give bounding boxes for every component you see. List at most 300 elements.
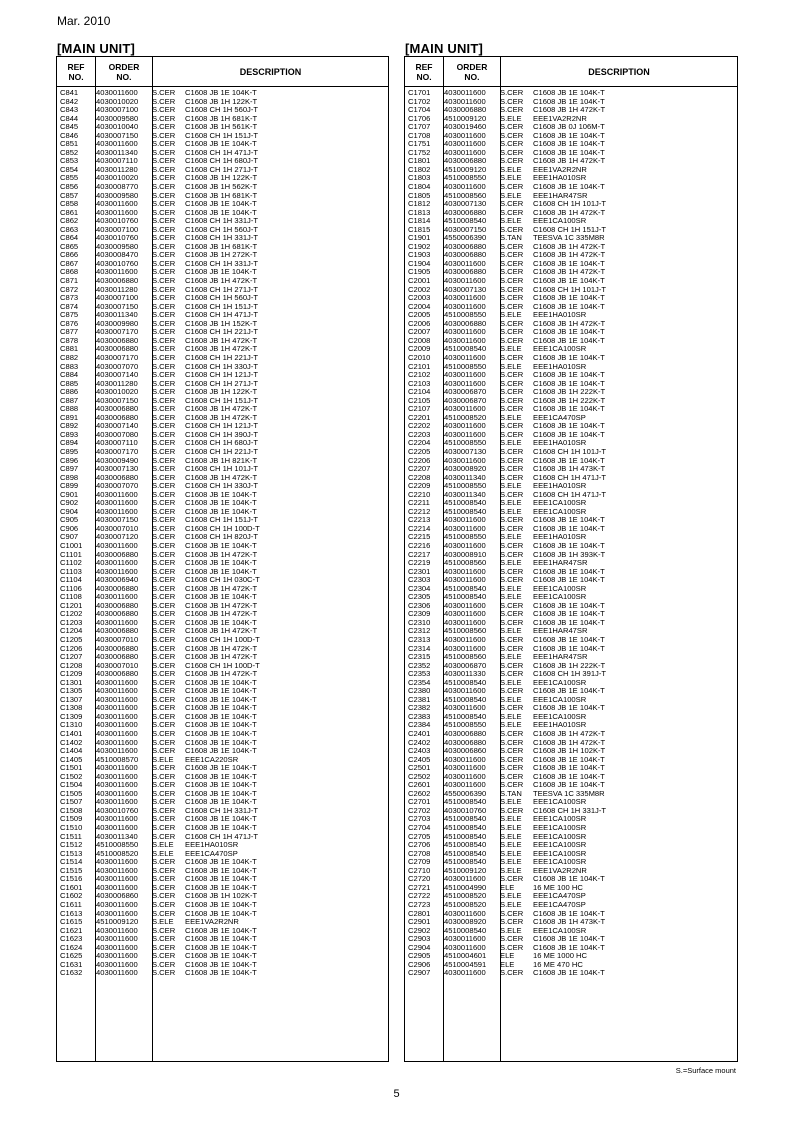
description-cell: C1608 CH 1H 560J-T [185,224,259,234]
description-cell: C1608 CH 1H 151J-T [185,301,259,311]
description-cell: EEE1HA010SR [533,532,587,542]
order-no-cell: 4030011600 [444,404,486,414]
type-cell: S.ELE [500,899,522,909]
order-no-cell: 4030006870 [444,387,487,397]
type-cell: S.CER [152,763,176,773]
type-cell: S.CER [500,643,524,653]
order-no-cell: 4030011600 [444,686,486,696]
order-no-cell: 4030007170 [96,446,139,456]
order-no-cell: 4030006880 [96,583,139,593]
ref-no-cell: C2201 [408,412,431,422]
description-cell: C1608 CH 1H 100D-T [185,635,260,644]
order-no-cell: 4030011600 [96,617,138,627]
ref-no-cell: C1751 [408,139,431,149]
description-cell: EEE1CA220SR [185,754,239,764]
type-cell: S.ELE [500,481,522,491]
type-cell: S.CER [152,105,176,115]
type-cell: S.CER [152,361,176,371]
type-cell: S.CER [152,207,176,217]
type-cell: S.CER [152,182,176,192]
ref-no-cell: C2709 [408,857,431,867]
type-cell: S.CER [152,814,176,824]
description-cell: C1608 JB 1E 104K-T [185,498,257,508]
type-cell: S.ELE [500,694,522,704]
type-cell: S.CER [500,549,524,559]
ref-no-cell: C2801 [408,908,431,918]
type-cell: S.ELE [500,498,522,508]
type-cell: S.CER [500,703,524,713]
description-cell: EEE1HA010SR [533,361,587,371]
order-no-cell: 4030006870 [444,395,487,405]
order-no-cell: 4030010760 [96,258,139,268]
ref-no-cell: C905 [60,515,79,525]
type-cell: S.CER [500,780,524,790]
order-no-header: ORDER NO. [444,57,501,86]
ref-no-cell: C1505 [60,788,83,798]
order-no-cell: 4030011600 [96,592,138,602]
description-cell: C1608 JB 1E 104K-T [185,489,257,499]
type-cell: S.CER [500,352,524,362]
ref-no-cell: C885 [60,378,79,388]
description-cell: C1608 JB 1E 104K-T [185,899,257,909]
type-cell: S.CER [500,472,524,482]
description-cell: C1608 JB 1E 104K-T [533,908,605,918]
order-no-cell: 4030011280 [96,378,138,388]
order-no-cell: 4030011600 [96,925,138,935]
order-no-cell: 4030011600 [96,199,138,209]
type-cell: S.ELE [152,917,174,927]
order-no-cell: 4030011600 [96,139,138,149]
description-cell: C1608 CH 1H 151J-T [185,130,259,140]
description-cell: EEE1CA100SR [533,506,587,516]
ref-no-cell: C2706 [408,840,431,850]
ref-no-cell: C2901 [408,917,431,927]
ref-no-cell: C2210 [408,489,431,499]
type-cell: S.ELE [500,814,522,824]
description-cell: C1608 JB 1E 104K-T [533,686,605,696]
order-no-cell: 4030006880 [96,600,139,610]
order-no-cell: 4030011600 [444,908,486,918]
description-cell: C1608 JB 1H 681K-T [185,241,258,251]
ref-no-cell: C2306 [408,600,431,610]
order-no-cell: 4030007070 [96,481,139,491]
order-no-cell: 4030011600 [444,771,486,781]
order-no-cell: 4510008540 [444,694,487,704]
ref-no-cell: C1701 [408,88,431,97]
ref-no-cell: C1615 [60,917,83,927]
ref-no-cell: C868 [60,267,79,277]
type-cell: S.CER [152,241,176,251]
description-cell: C1608 JB 1E 104K-T [533,575,605,585]
type-cell: S.CER [500,429,524,439]
order-no-cell: 4030007170 [96,327,139,337]
order-no-cell: 4030006880 [96,549,139,559]
type-cell: S.CER [500,566,524,576]
ref-no-cell: C863 [60,224,79,234]
ref-no-cell: C1514 [60,857,83,867]
type-cell: S.CER [500,968,524,978]
order-no-cell: 4030006880 [96,404,139,414]
type-cell: S.CER [152,318,176,328]
table-row [405,969,737,978]
order-no-cell: 4030011600 [444,515,486,525]
order-no-cell: 4030007130 [444,199,487,209]
description-cell: C1608 JB 1E 104K-T [533,566,605,576]
order-no-cell: 4510008540 [444,848,487,858]
ref-no-cell: C2382 [408,703,431,713]
description-cell: C1608 JB 1E 104K-T [533,404,605,414]
description-cell: EEE1CA100SR [533,592,587,602]
description-cell: C1608 JB 1E 104K-T [533,352,605,362]
order-no-header: ORDER NO. [96,57,153,86]
order-no-cell: 4030007010 [96,523,139,533]
type-cell: S.CER [500,156,524,166]
ref-no-cell: C1904 [408,258,431,268]
order-no-cell: 4030007150 [96,395,139,405]
description-cell: C1608 JB 1H 472K-T [533,241,606,251]
description-cell: C1608 JB 1E 104K-T [185,729,257,739]
description-cell: C1608 JB 1E 104K-T [533,942,605,952]
description-cell: C1608 JB 1E 104K-T [533,643,605,653]
type-cell: S.ELE [152,848,174,858]
order-no-cell: 4030011600 [444,754,486,764]
description-cell: C1608 JB 1H 122K-T [185,173,258,183]
description-cell: C1608 JB 1E 104K-T [533,763,605,773]
ref-no-cell: C1502 [60,771,83,781]
ref-no-cell: C2723 [408,899,431,909]
description-cell: C1608 JB 1H 472K-T [185,335,258,345]
ref-no-cell: C1815 [408,224,431,234]
order-no-cell: 4030011600 [444,335,486,345]
description-cell: C1608 CH 1H 331J-T [185,233,259,243]
description-cell: C1608 CH 1H 330J-T [185,361,259,371]
description-cell: C1608 JB 1E 104K-T [185,267,257,277]
ref-no-cell: C2219 [408,558,431,568]
type-cell: S.CER [500,370,524,380]
description-cell: C1608 JB 1E 104K-T [185,780,257,790]
order-no-cell: 4030010760 [444,805,487,815]
description-cell: C1608 JB 1H 272K-T [185,250,258,260]
order-no-cell: 4030009980 [96,318,139,328]
order-no-cell: 4030011600 [444,327,486,337]
ref-no-cell: C2006 [408,318,431,328]
ref-no-cell: C896 [60,455,79,465]
ref-no-cell: C1805 [408,190,431,200]
order-no-cell: 4030011600 [96,788,138,798]
ref-no-cell: C866 [60,250,79,260]
ref-no-cell: C1812 [408,199,431,209]
description-cell: EEE1HAR47SR [533,626,588,636]
ref-no-cell: C1707 [408,122,431,132]
order-no-cell: 4030007140 [96,370,139,380]
type-cell: S.CER [152,797,176,807]
description-cell: EEE1CA100SR [533,925,587,935]
ref-no-cell: C1902 [408,241,431,251]
type-cell: S.CER [152,831,176,841]
document-date: Mar. 2010 [57,14,111,28]
order-no-cell: 4030011600 [444,600,486,610]
order-no-cell: 4030011600 [96,88,138,97]
order-no-cell: 4510009120 [444,113,487,123]
order-no-cell: 4030006880 [96,609,139,619]
order-no-cell: 4030011600 [444,566,486,576]
order-no-cell: 4030011600 [96,566,138,576]
type-cell: S.CER [500,224,524,234]
type-cell: S.CER [500,395,524,405]
description-cell: C1608 CH 1H 271J-T [185,164,259,174]
ref-no-cell: C1802 [408,164,431,174]
type-cell: S.CER [152,720,176,730]
type-cell: S.CER [500,327,524,337]
type-cell: S.CER [152,703,176,713]
type-cell: S.CER [500,421,524,431]
right-section-title: [MAIN UNIT] [405,41,484,56]
type-cell: S.CER [152,258,176,268]
description-cell: C1608 JB 1H 472K-T [185,652,258,662]
description-cell: C1608 JB 1E 104K-T [185,139,257,149]
description-cell: C1608 JB 1H 681K-T [185,190,258,200]
description-cell: C1608 JB 1E 104K-T [185,788,257,798]
order-no-cell: 4030011600 [444,139,486,149]
description-cell: EEE1HA010SR [185,840,239,850]
ref-no-cell: C2205 [408,446,431,456]
description-cell: C1608 JB 1E 104K-T [533,258,605,268]
ref-no-cell: C2721 [408,882,431,892]
order-no-cell: 4030011600 [96,540,138,550]
ref-no-cell: C1201 [60,600,83,610]
ref-no-cell: C1601 [60,882,83,892]
order-no-cell: 4030007010 [96,635,139,644]
ref-no-cell: C2601 [408,780,431,790]
ref-no-cell: C1209 [60,669,83,679]
description-cell: C1608 JB 1E 104K-T [533,276,605,286]
ref-no-cell: C2720 [408,874,431,884]
description-cell: C1608 JB 1E 104K-T [185,737,257,747]
type-cell: S.ELE [500,583,522,593]
description-cell: C1608 JB 1H 393K-T [533,549,606,559]
order-no-cell: 4030011600 [96,942,138,952]
ref-no-cell: C2211 [408,498,430,508]
description-cell: C1608 JB 1H 473K-T [533,917,606,927]
type-cell: S.CER [152,942,176,952]
ref-no-cell: C2213 [408,515,431,525]
type-cell: S.ELE [500,558,522,568]
description-cell: C1608 JB 1E 104K-T [185,797,257,807]
ref-no-cell: C1405 [60,754,83,764]
ref-no-cell: C884 [60,370,79,380]
description-cell: C1608 CH 1H 471J-T [533,472,607,482]
type-cell: S.CER [152,515,176,525]
description-cell: EEE1HAR47SR [533,558,588,568]
ref-no-cell: C878 [60,335,79,345]
order-no-cell: 4030007110 [96,438,138,448]
order-no-cell: 4510008570 [96,754,139,764]
ref-no-cell: C2905 [408,951,431,961]
description-cell: C1608 JB 1H 472K-T [533,737,606,747]
order-no-cell: 4510008550 [444,361,487,371]
ref-no-cell: C845 [60,122,79,132]
description-cell: C1608 JB 1H 102K-T [185,891,258,901]
ref-no-cell: C2001 [408,276,431,286]
ref-no-cell: C2207 [408,464,431,474]
ref-no-cell: C841 [60,88,79,97]
type-cell: S.ELE [500,797,522,807]
description-cell: C1608 CH 1H 391J-T [533,669,607,679]
type-cell: S.CER [152,293,176,303]
order-no-cell: 4030006880 [96,626,139,636]
description-cell: EEE1CA100SR [533,797,587,807]
left-parts-table [56,56,389,1062]
type-cell: S.CER [500,293,524,303]
description-cell: C1608 JB 1H 473K-T [533,464,606,474]
description-cell: C1608 JB 1E 104K-T [185,694,257,704]
description-cell: C1608 JB 1E 104K-T [533,635,605,644]
description-cell: C1608 JB 1E 104K-T [185,207,257,217]
ref-no-cell: C853 [60,156,79,166]
order-no-cell: 4030010040 [96,122,139,132]
order-no-cell: 4030011600 [444,609,486,619]
ref-no-cell: C899 [60,481,79,491]
type-cell: S.CER [152,669,176,679]
ref-no-cell: C1310 [60,720,83,730]
description-cell: C1608 JB 1E 104K-T [533,88,605,97]
type-cell: S.CER [500,617,524,627]
order-no-cell: 4510008560 [444,558,487,568]
order-no-cell: 4030011600 [96,968,138,978]
type-cell: S.CER [500,908,524,918]
order-no-cell: 4510008520 [444,891,487,901]
ref-no-cell: C1308 [60,703,83,713]
order-no-cell: 4030006880 [444,105,487,115]
ref-no-cell: C1625 [60,951,83,961]
order-no-cell: 4030006880 [444,318,487,328]
order-no-cell: 4030006880 [444,241,487,251]
order-no-cell: 4510004990 [444,882,487,892]
order-no-cell: 4030011600 [96,934,138,944]
description-cell: EEE1VA2R2NR [533,113,587,123]
ref-no-cell: C2312 [408,626,431,636]
order-no-cell: 4510009120 [96,917,139,927]
type-cell: S.CER [152,421,176,431]
type-cell: S.CER [500,96,524,106]
ref-no-cell: C1203 [60,617,83,627]
type-cell: S.ELE [500,840,522,850]
order-no-cell: 4030011600 [96,951,138,961]
order-no-cell: 4030008910 [444,549,487,559]
order-no-cell: 4030011600 [444,874,486,884]
order-no-cell: 4030011600 [444,293,486,303]
description-cell: C1608 CH 1H 331J-T [533,805,607,815]
order-no-cell: 4510008540 [444,344,487,354]
ref-no-cell: C1702 [408,96,431,106]
description-cell: EEE1CA100SR [533,583,587,593]
type-cell: S.ELE [500,592,522,602]
ref-no-cell: C1602 [60,891,83,901]
description-cell: C1608 JB 1H 472K-T [185,669,258,679]
description-cell: C1608 JB 1H 102K-T [533,746,606,756]
ref-no-cell: C2314 [408,643,431,653]
type-cell: S.TAN [500,233,522,243]
ref-no-cell: C851 [60,139,79,149]
order-no-cell: 4030007170 [96,352,139,362]
ref-no-cell: C1801 [408,156,431,166]
ref-no-cell: C882 [60,352,79,362]
type-cell: S.CER [152,729,176,739]
description-cell: C1608 JB 1H 472K-T [185,609,258,619]
description-cell: C1608 JB 1E 104K-T [185,814,257,824]
description-cell: C1608 CH 1H 121J-T [185,421,259,431]
description-cell: TEESVA 1C 335M8R [533,233,605,243]
ref-no-cell: C854 [60,164,79,174]
type-cell: S.CER [500,122,524,132]
ref-no-cell: C872 [60,284,79,294]
order-no-cell: 4030011600 [444,703,486,713]
type-cell: S.CER [152,566,176,576]
description-cell: C1608 JB 1E 104K-T [185,540,257,550]
order-no-cell: 4030011600 [96,959,138,969]
order-no-cell: 4030007100 [96,293,139,303]
ref-no-cell: C846 [60,130,79,140]
description-cell: C1608 JB 1H 472K-T [185,626,258,636]
order-no-cell: 4510009120 [444,865,487,875]
description-cell: C1608 JB 1H 472K-T [185,276,258,286]
order-no-cell: 4030006880 [96,344,139,354]
order-no-cell: 4030010760 [96,233,139,243]
type-cell: S.CER [152,301,176,311]
order-no-cell: 4510008540 [444,840,487,850]
type-cell: S.CER [152,147,176,157]
order-no-cell: 4030007120 [96,532,139,542]
order-no-cell: 4030007130 [444,446,487,456]
order-no-cell: 4030011600 [96,729,138,739]
type-cell: S.CER [152,378,176,388]
type-cell: S.CER [152,412,176,422]
ref-no-cell: C843 [60,105,79,115]
description-cell: C1608 JB 1E 104K-T [533,182,605,192]
ref-no-cell: C1510 [60,823,83,833]
ref-no-cell: C2004 [408,301,431,311]
type-cell: S.CER [500,917,524,927]
type-cell: S.CER [152,395,176,405]
description-cell: C1608 JB 1E 104K-T [185,857,257,867]
type-cell: S.CER [152,857,176,867]
description-cell: C1608 JB 1H 472K-T [533,156,606,166]
description-cell: C1608 JB 1E 104K-T [185,882,257,892]
order-no-cell: 4030006880 [444,156,487,166]
order-no-cell: 4030007150 [96,515,139,525]
type-cell: S.ELE [500,173,522,183]
order-no-cell: 4030007150 [96,301,139,311]
ref-no-cell: C892 [60,421,79,431]
ref-no-cell: C1301 [60,677,83,687]
description-cell: C1608 CH 1H 820J-T [185,532,259,542]
type-cell: S.CER [152,891,176,901]
order-no-cell: 4030011600 [96,908,138,918]
description-cell: C1608 JB 1H 472K-T [185,549,258,559]
ref-no-cell: C874 [60,301,79,311]
description-cell: C1608 JB 1E 104K-T [185,951,257,961]
order-no-cell: 4030011600 [96,814,138,824]
description-cell: EEE1CA100SR [533,814,587,824]
type-cell: S.CER [152,592,176,602]
order-no-cell: 4030011600 [96,489,138,499]
type-cell: S.CER [152,686,176,696]
description-cell: C1608 JB 1H 472K-T [185,583,258,593]
order-no-cell: 4030006880 [444,250,487,260]
description-cell: C1608 CH 1H 101J-T [533,446,607,456]
ref-no-cell: C2209 [408,481,431,491]
ref-no-cell: C2208 [408,472,431,482]
